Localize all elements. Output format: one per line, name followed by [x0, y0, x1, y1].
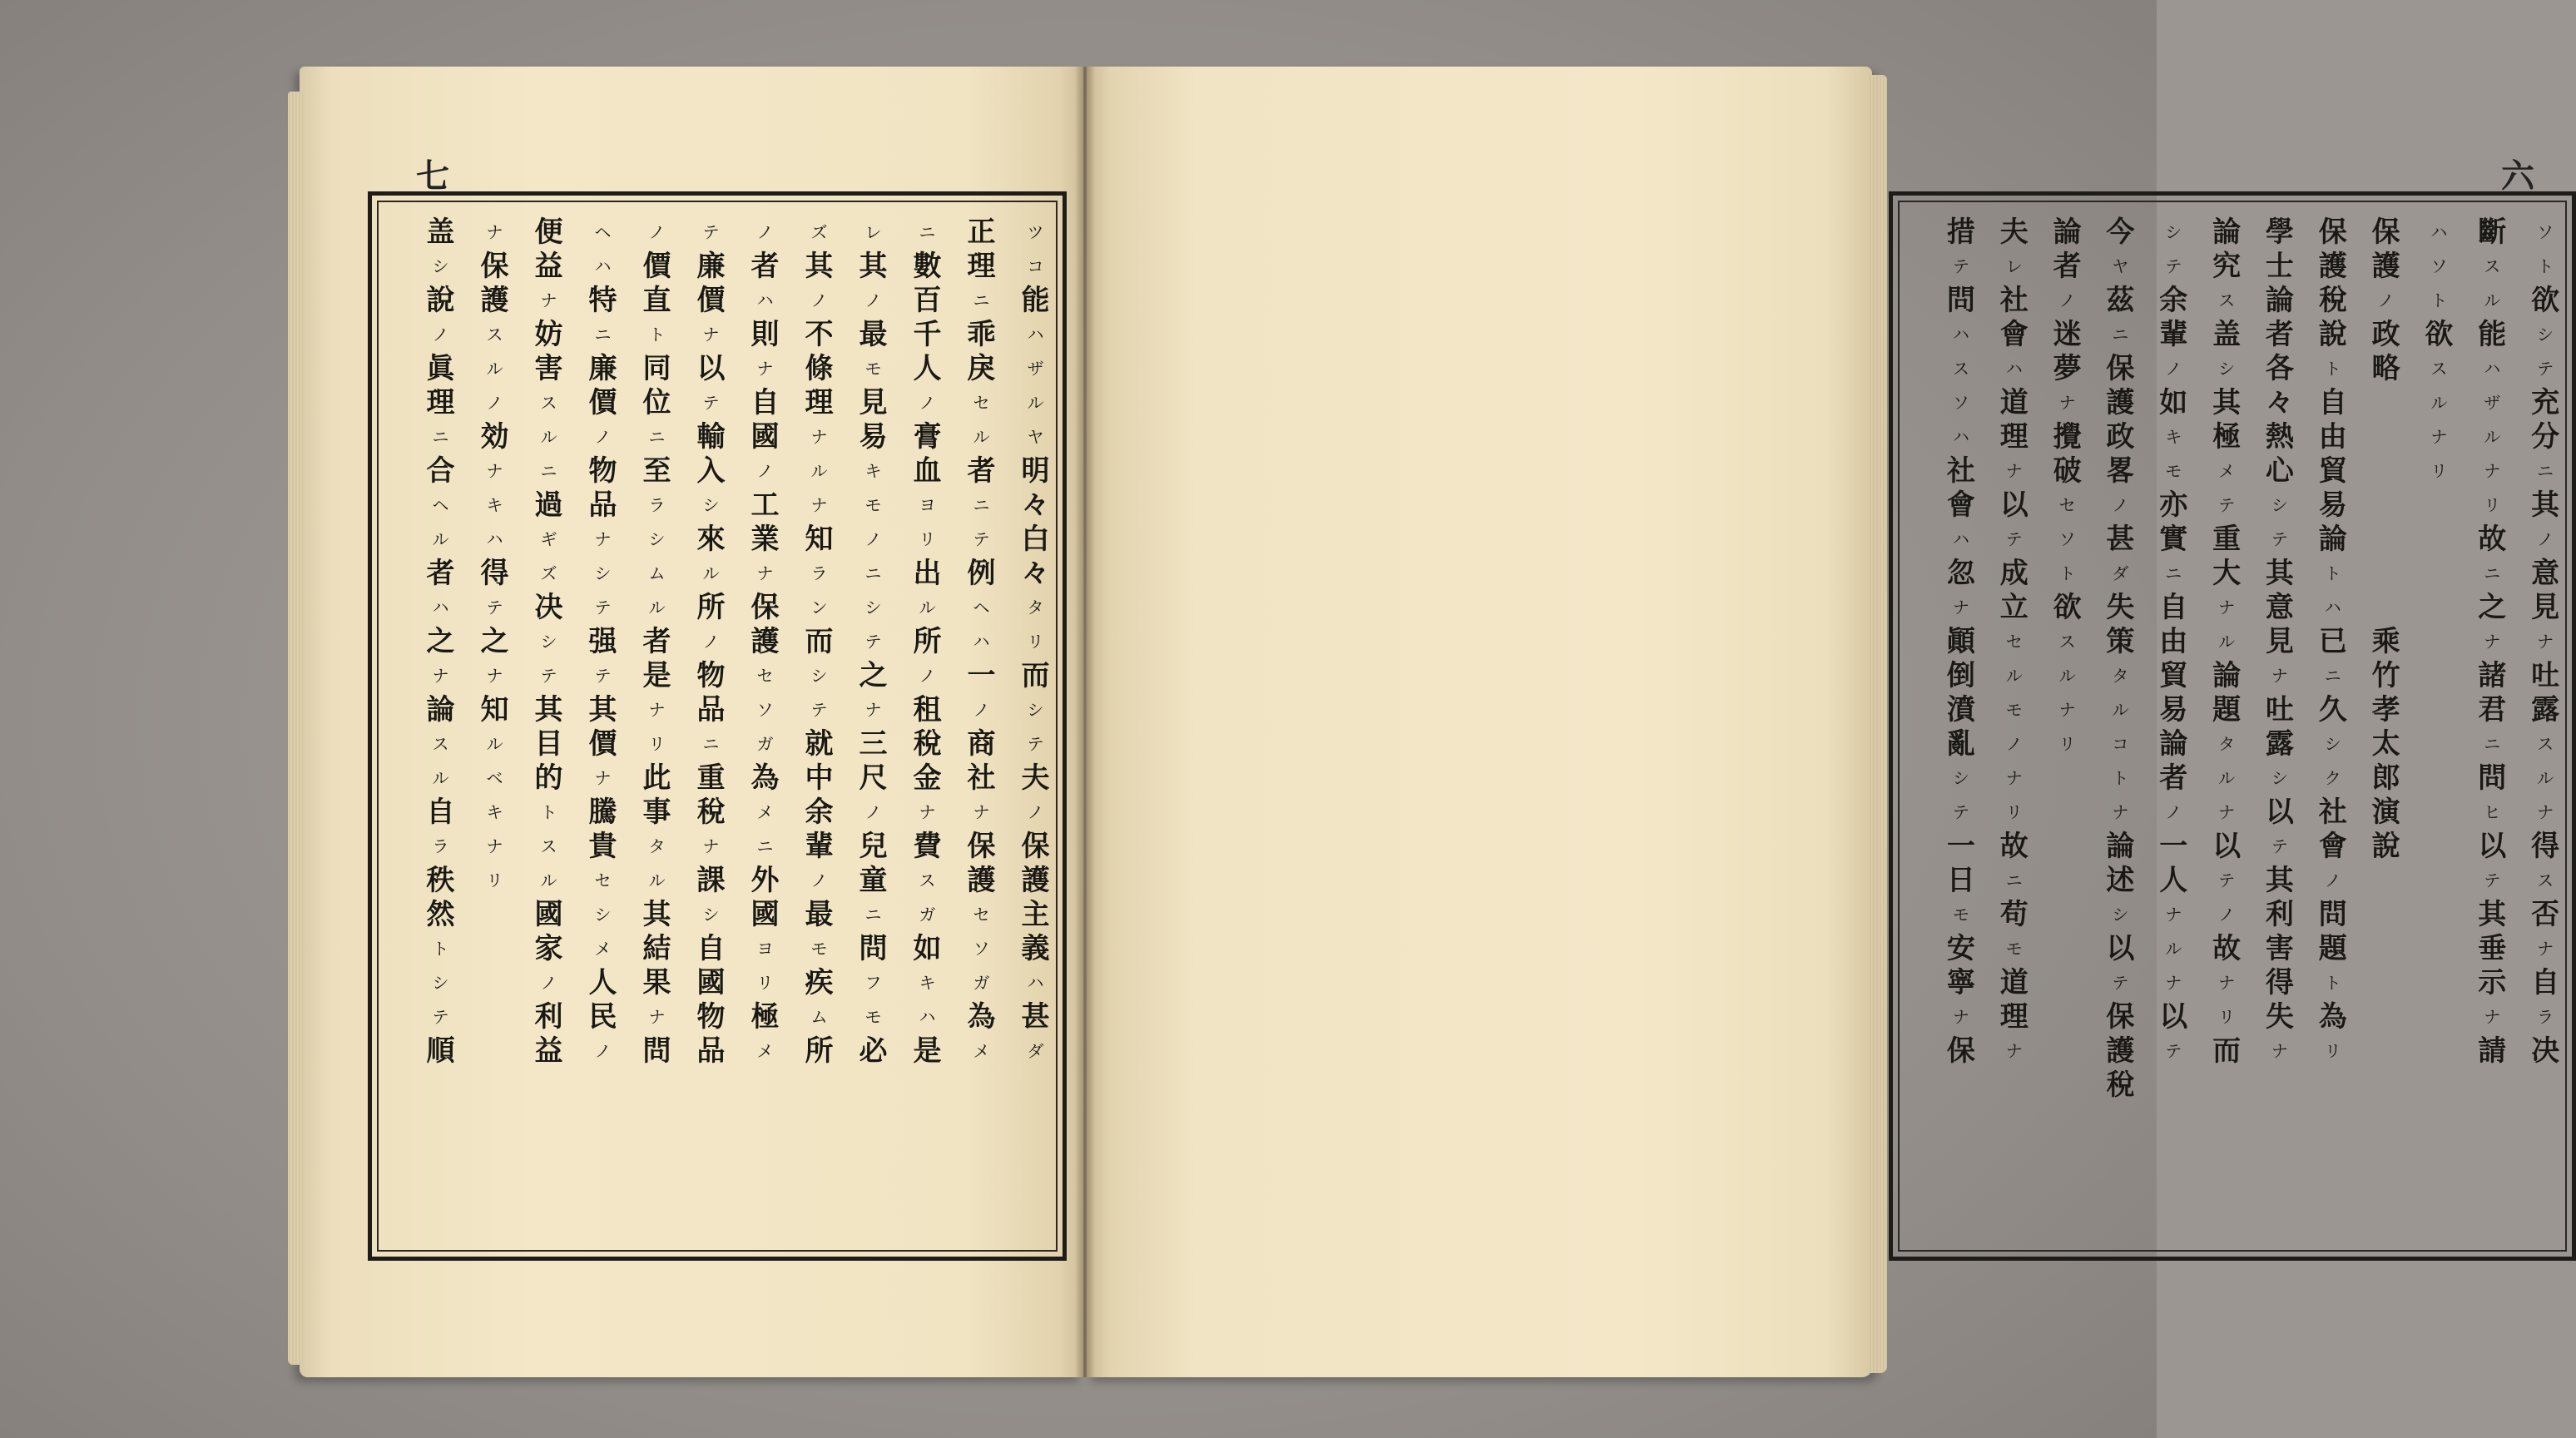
text-column: 學 士 論 者 各 々 熱 心 シ テ 其 意 見 ナ 吐 露 シ 以 テ 其 利 害 得 失 ナ [2265, 216, 2294, 1061]
text-column: 斷 ス ル 能 ハ ザ ル ナ リ 故 ニ 之 ナ 諸 君 ニ 問 ヒ 以 テ 其 垂 示 ナ 請 [2478, 216, 2507, 1068]
open-book [300, 67, 2560, 1377]
text-column: 盖 シ 說 ノ 眞 理 ニ 合 ヘ ル 者 ハ 之 ナ 論 ス ル 自 ラ 秩 然 ト シ テ 順 [426, 216, 455, 1068]
text-column: ヘ ハ 特 ニ 廉 價 ノ 物 品 ナ シ テ 强 テ 其 價 ナ 騰 貴 セ シ メ 人 民 ノ [588, 222, 617, 1061]
text-column: 正 理 ニ 乖 戾 セ ル 者 ニ テ 例 ヘ ハ 一 ノ 商 社 ナ 保 護 セ ソ ガ 為 メ [967, 216, 996, 1061]
text-column: ツ コ 能 ハ ザ ル ヤ 明 々 白 々 タ リ 而 シ テ 夫 ノ 保 護 主 義 ハ 甚 ダ [1021, 222, 1050, 1061]
right-page-number: 六 [2501, 156, 2534, 196]
text-column: 論 究 ス 盖 シ 其 極 メ テ 重 大 ナ ル 論 題 タ ル ナ 以 テ ノ 故 ナ リ 而 [2212, 216, 2242, 1068]
left-page-number: 七 [416, 156, 449, 196]
right-page-edge [1869, 75, 1887, 1373]
text-column: 便 益 ナ 妨 害 ス ル ニ 過 ギ ズ 决 シ テ 其 目 的 ト ス ル 國 家 ノ 利 益 [534, 216, 563, 1068]
text-column: ハ ソ ト 欲 ス ル ナ リ [2425, 222, 2454, 481]
text-column: ノ 價 直 ト 同 位 ニ 至 ラ シ ム ル 者 是 ナ リ 此 事 タ ル 其 結 果 ナ 問 [642, 222, 671, 1068]
left-text-frame [368, 191, 1067, 1261]
text-column: 夫 レ 社 會 ハ 道 理 ナ 以 テ 成 立 セ ル モ ノ ナ リ 故 ニ 苟 モ 道 理 ナ [1999, 216, 2029, 1061]
text-column: ニ 數 百 千 人 ノ 膏 血 ヨ リ 出 ル 所 ノ 租 稅 金 ナ 費 ス ガ 如 キ ハ 是 [913, 222, 942, 1068]
text-column: ナ 保 護 ス ル ノ 効 ナ キ ハ 得 テ 之 ナ 知 ル ベ キ ナ リ [480, 222, 509, 890]
text-column: シ テ 余 輩 ノ 如 キ モ 亦 實 ニ 自 由 貿 易 論 者 ノ 一 人 ナ ル ナ 以 テ [2159, 222, 2188, 1061]
left-page [300, 67, 1083, 1377]
text-column: レ 其 ノ 最 モ 見 易 キ モ ノ ニ シ テ 之 ナ 三 尺 ノ 兒 童 ニ 問 フ モ 必 [859, 222, 888, 1068]
text-column: 論 者 ノ 迷 夢 ナ 攪 破 セ ソ ト 欲 ス ル ナ リ [2053, 216, 2082, 754]
text-column: テ 廉 價 ナ 以 テ 輸 入 シ 來 ル 所 ノ 物 品 ニ 重 稅 ナ 課 シ 自 國 物 品 [696, 222, 726, 1068]
right-page [1087, 67, 2560, 1377]
right-text-frame [1889, 191, 2576, 1261]
text-column: 今 ヤ 茲 ニ 保 護 政 畧 ノ 甚 ダ 失 策 タ ル コ ト ナ 論 述 シ 以 テ 保 護 稅 [2106, 216, 2135, 1102]
book-gutter [1075, 67, 1095, 1377]
text-column: ノ 者 ハ 則 ナ 自 國 ノ 工 業 ナ 保 護 セ ソ ガ 為 メ ニ 外 國 ヨ リ 極 メ [751, 222, 780, 1061]
left-page-edge [288, 92, 303, 1365]
text-column: ソ ト 欲 シ テ 充 分 ニ 其 ノ 意 見 ナ 吐 露 ス ル ナ 得 ス 否 ナ 自 ラ 决 [2531, 222, 2560, 1068]
text-column: ズ 其 ノ 不 條 理 ナ ル ナ 知 ラ ン 而 シ テ 就 中 余 輩 ノ 最 モ 疾 ム 所 [805, 222, 834, 1068]
text-column: 措 テ 問 ハ ス ソ ハ 社 會 ハ 忽 ナ 顚 倒 濆 亂 シ テ 一 日 モ 安 寧 ナ 保 [1946, 216, 1975, 1068]
text-column: 保 護 ノ 政 略 乘 竹 孝 太 郎 演 說 [2371, 216, 2400, 863]
text-column: 保 護 稅 說 ト 自 由 貿 易 論 ト ハ 已 ニ 久 シ ク 社 會 ノ 問 題 ト 為 リ [2318, 216, 2347, 1061]
